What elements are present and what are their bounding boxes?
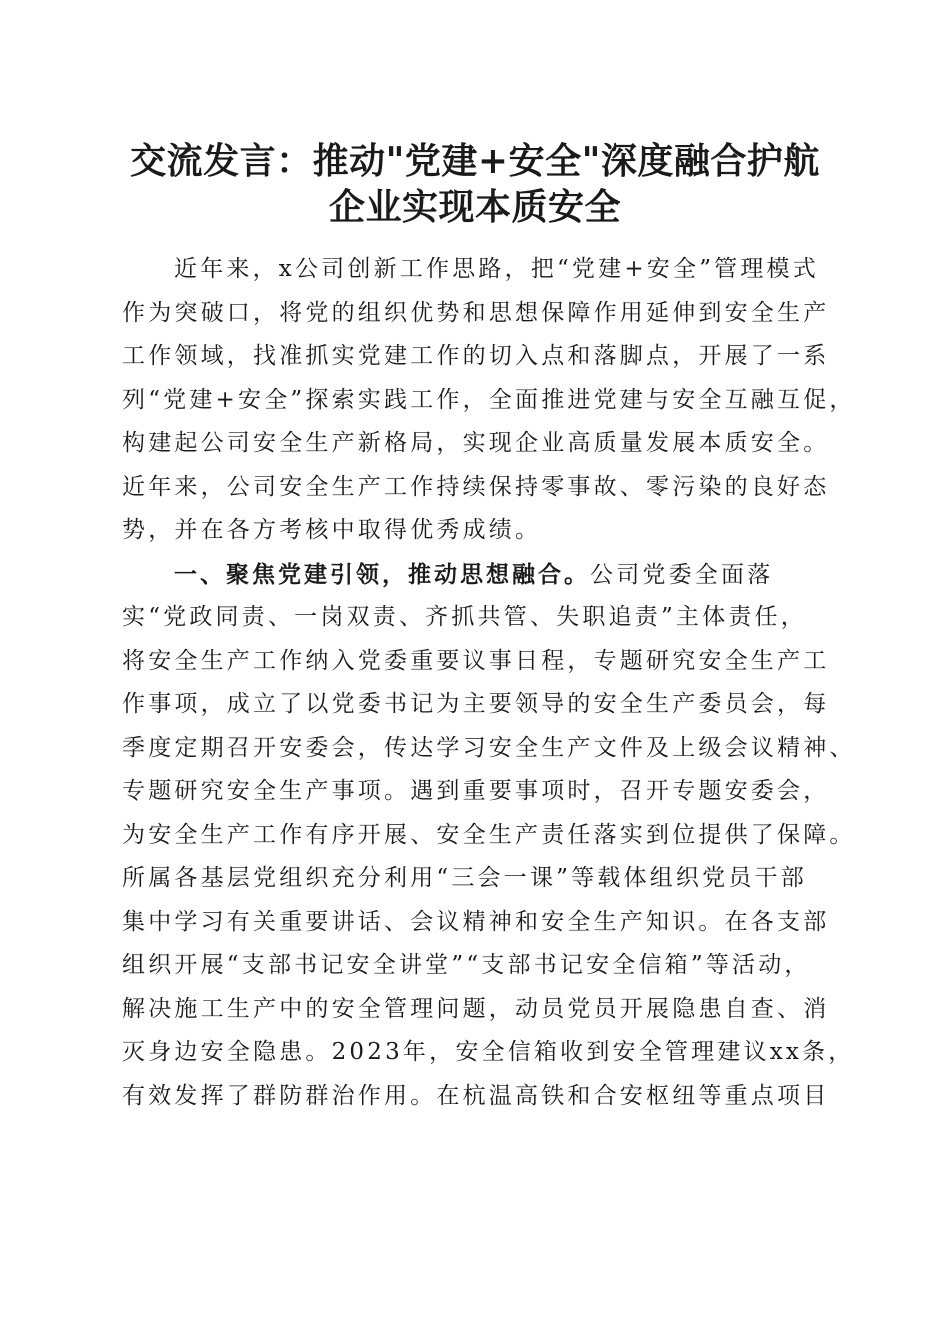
text-line: 作事项，成立了以党委书记为主要领导的安全生产委员会，每 xyxy=(122,691,830,717)
title-line-1: 交流发言：推动"党建+安全"深度融合护航 xyxy=(130,140,820,182)
text-line: 组织开展“支部书记安全讲堂”“支部书记安全信箱”等活动， xyxy=(122,952,811,978)
section-1-heading: 一、聚焦党建引领，推动思想融合。 xyxy=(174,560,590,588)
text-line: 解决施工生产中的安全管理问题，动员党员开展隐患自查、消 xyxy=(122,995,830,1022)
text-line: 列“党建+安全”探索实践工作，全面推进党建与安全互融互促， xyxy=(122,386,856,413)
text-line: 集中学习有关重要讲话、会议精神和安全生产知识。在各支部 xyxy=(122,908,830,935)
text-line: 有效发挥了群防群治作用。在杭温高铁和合安枢纽等重点项目 xyxy=(122,1082,830,1109)
intro-paragraph xyxy=(122,248,856,553)
text-line: 专题研究安全生产事项。遇到重要事项时，召开专题安委会， xyxy=(122,778,830,804)
text-line: 构建起公司安全生产新格局，实现企业高质量发展本质安全。 xyxy=(122,430,830,456)
text-fragment: 公司党委全面落 xyxy=(590,561,774,588)
text-line: 将安全生产工作纳入党委重要议事日程，专题研究安全生产工 xyxy=(122,647,830,674)
document-body xyxy=(122,248,856,1118)
text-line: 所属各基层党组织充分利用“三会一课”等载体组织党员干部 xyxy=(122,865,807,891)
text-line: 实“党政同责、一岗双责、齐抓共管、失职追责”主体责任， xyxy=(122,604,807,630)
text-line: 势，并在各方考核中取得优秀成绩。 xyxy=(122,517,542,543)
text-line: 近年来，x公司创新工作思路，把“党建+安全”管理模式 xyxy=(174,256,819,282)
section-1-paragraph xyxy=(122,553,856,1119)
section-1-first-line xyxy=(122,553,842,597)
text-line: 作为突破口，将党的组织优势和思想保障作用延伸到安全生产 xyxy=(122,299,830,326)
text-line: 灭身边安全隐患。2023年，安全信箱收到安全管理建议xx条， xyxy=(122,1039,855,1065)
text-line: 工作领域，找准抓实党建工作的切入点和落脚点，开展了一系 xyxy=(122,343,830,369)
text-line: 近年来，公司安全生产工作持续保持零事故、零污染的良好态 xyxy=(122,473,830,500)
document-title xyxy=(100,138,850,230)
text-line: 季度定期召开安委会，传达学习安全生产文件及上级会议精神、 xyxy=(122,734,856,761)
text-line: 为安全生产工作有序开展、安全生产责任落实到位提供了保障。 xyxy=(122,821,856,848)
title-line-2: 企业实现本质安全 xyxy=(328,186,621,228)
